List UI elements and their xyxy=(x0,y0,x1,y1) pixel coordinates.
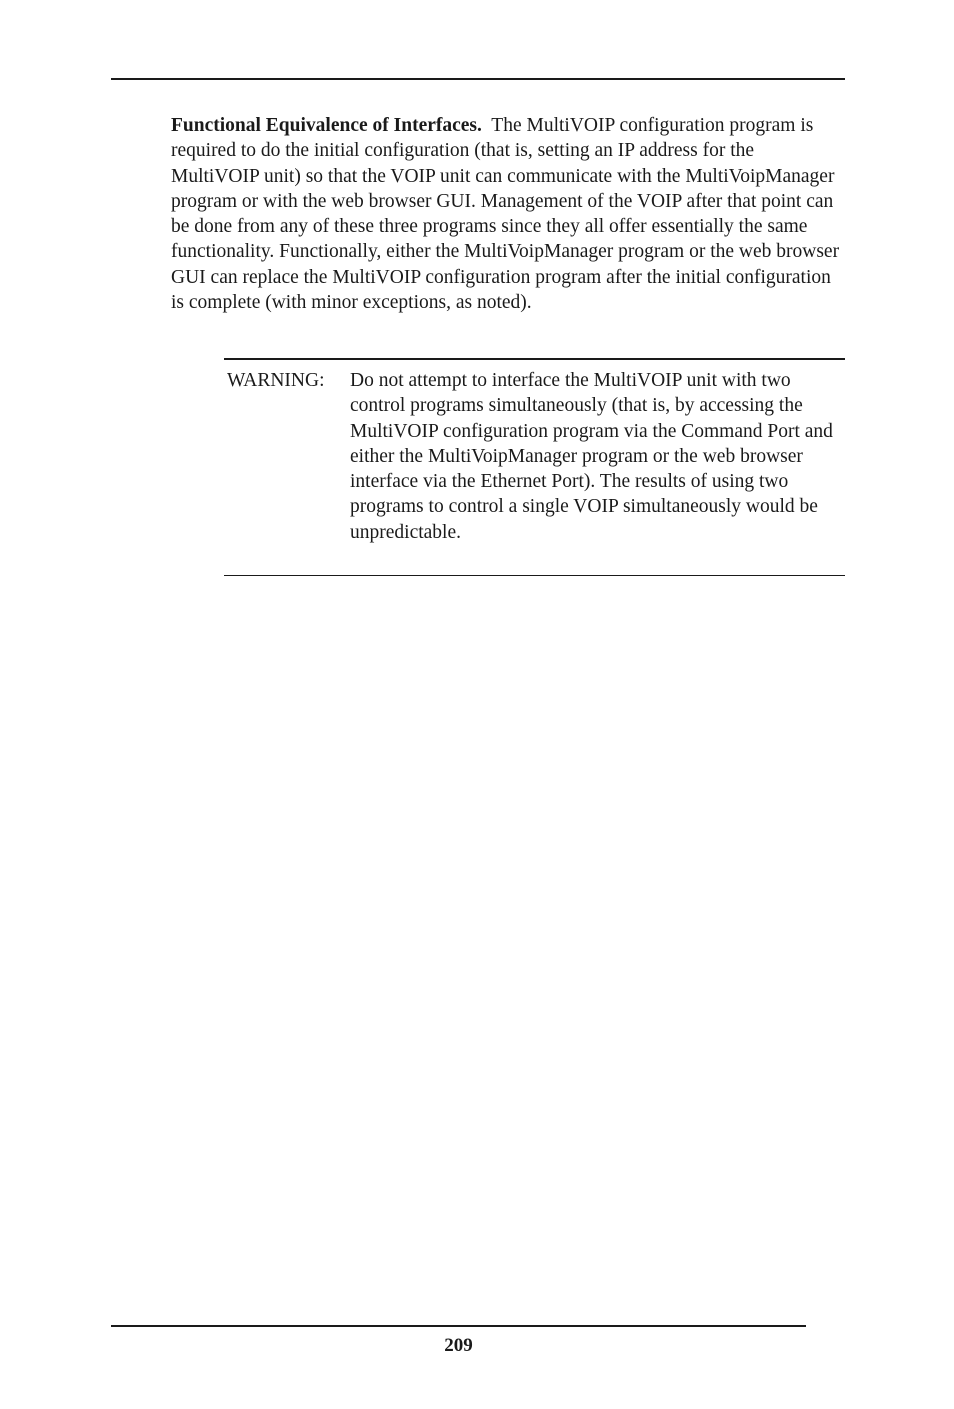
body-paragraph xyxy=(171,113,843,315)
warning-label: WARNING: xyxy=(227,370,325,391)
warning-box xyxy=(224,358,845,576)
footer-rule xyxy=(111,1325,806,1327)
paragraph-text: The MultiVOIP configuration program is required to do the initial configuration (that is, setting an IP address for the MultiVOIP unit) so that the VOIP unit can communicate with the MultiVoipManager program or with the web browser GUI. Management of the VOIP after that point can be done from any of these three programs since they all offer essentially the same functionality. Functionally, either the MultiVoipManager program or the web browser GUI can replace the MultiVOIP configuration program after the initial configuration is complete (with minor exceptions, as noted). xyxy=(171,115,844,314)
warning-text: Do not attempt to interface the MultiVOIP unit with two control programs simultaneously (that is, by accessing the MultiVOIP configuration program via the Command Port and either the MultiVoipManager program or the web browser interface via the Ethernet Port). The results of using two programs to control a single VOIP simultaneously would be unpredictable. xyxy=(350,370,833,543)
warning-row xyxy=(227,368,845,545)
page-number: 209 xyxy=(444,1335,473,1356)
header-rule xyxy=(111,78,845,80)
paragraph-lead-heading: Functional Equivalence of Interfaces. xyxy=(171,115,482,136)
